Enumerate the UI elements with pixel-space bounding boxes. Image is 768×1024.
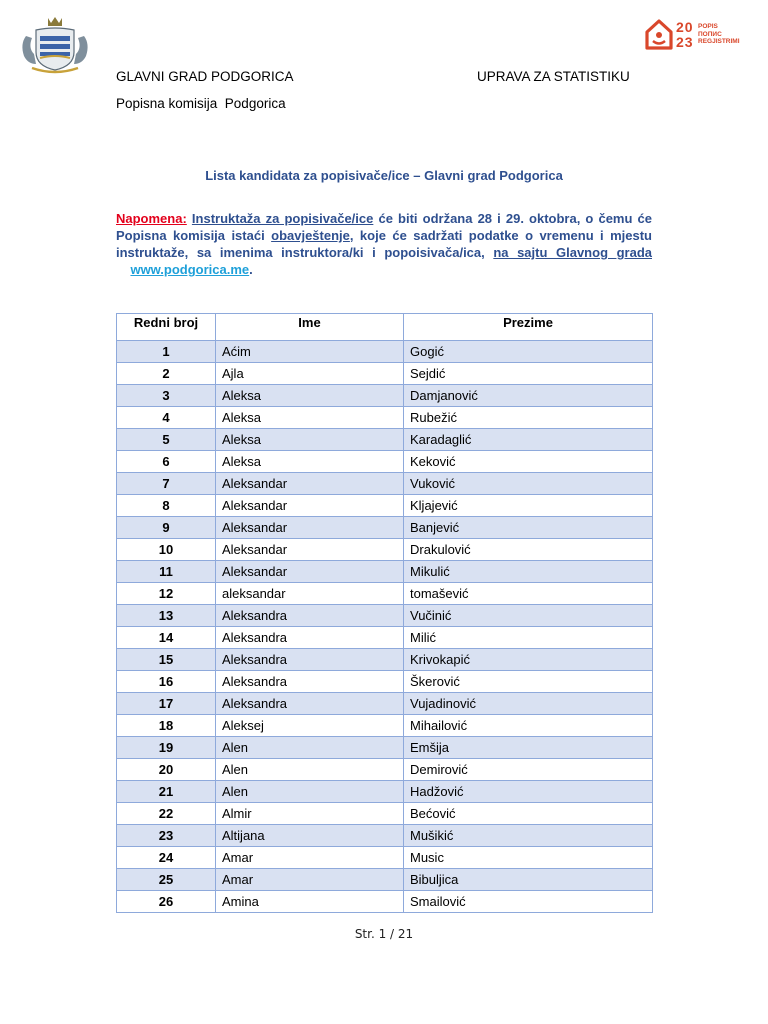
last-name-cell: Škerović <box>404 671 653 693</box>
first-name-cell: Aleksandra <box>216 671 404 693</box>
table-row <box>117 627 653 649</box>
table-row <box>117 363 653 385</box>
row-number-cell: 13 <box>117 605 216 627</box>
row-number-cell: 1 <box>117 341 216 363</box>
row-number-cell: 5 <box>117 429 216 451</box>
row-number-cell: 20 <box>117 759 216 781</box>
first-name-cell: Amar <box>216 869 404 891</box>
city-heading: GLAVNI GRAD PODGORICA <box>116 69 294 84</box>
row-number-cell: 9 <box>117 517 216 539</box>
table-row <box>117 385 653 407</box>
row-number-cell: 6 <box>117 451 216 473</box>
commission-heading: Popisna komisija Podgorica <box>116 96 286 111</box>
row-number-cell: 23 <box>117 825 216 847</box>
census-year-top: 20 <box>676 19 694 35</box>
row-number-cell: 21 <box>117 781 216 803</box>
first-name-cell: Altijana <box>216 825 404 847</box>
last-name-cell: Rubežić <box>404 407 653 429</box>
row-number-cell: 14 <box>117 627 216 649</box>
table-row <box>117 341 653 363</box>
first-name-cell: Aleksa <box>216 451 404 473</box>
first-name-cell: Aćim <box>216 341 404 363</box>
first-name-cell: Alen <box>216 759 404 781</box>
last-name-cell: Milić <box>404 627 653 649</box>
last-name-cell: Emšija <box>404 737 653 759</box>
notice-spacing <box>116 262 130 277</box>
table-row <box>117 869 653 891</box>
column-header-first-name: Ime <box>216 314 404 341</box>
first-name-cell: Aleksandra <box>216 649 404 671</box>
last-name-cell: Smailović <box>404 891 653 913</box>
table-row <box>117 451 653 473</box>
notice-paragraph <box>116 210 652 278</box>
last-name-cell: Damjanović <box>404 385 653 407</box>
notice-text-1: će biti održana 28 i 29. oktobra, o čemu će Popisna komisija istaći <box>116 211 652 243</box>
table-row <box>117 671 653 693</box>
first-name-cell: Aleksa <box>216 385 404 407</box>
first-name-cell: Alen <box>216 737 404 759</box>
table-header-row <box>117 314 653 341</box>
first-name-cell: Ajla <box>216 363 404 385</box>
table-row <box>117 407 653 429</box>
first-name-cell: Aleksandar <box>216 539 404 561</box>
row-number-cell: 12 <box>117 583 216 605</box>
table-row <box>117 605 653 627</box>
table-row <box>117 495 653 517</box>
last-name-cell: Mikulić <box>404 561 653 583</box>
announcement-term: obavještenje <box>271 228 350 243</box>
last-name-cell: Demirović <box>404 759 653 781</box>
first-name-cell: Amina <box>216 891 404 913</box>
podgorica-website-link[interactable]: www.podgorica.me <box>130 262 250 277</box>
last-name-cell: Bibuljica <box>404 869 653 891</box>
candidates-table <box>116 313 653 913</box>
row-number-cell: 17 <box>117 693 216 715</box>
first-name-cell: Aleksandra <box>216 693 404 715</box>
last-name-cell: Vuković <box>404 473 653 495</box>
last-name-cell: Bećović <box>404 803 653 825</box>
census-tag-albanian: REGJISTRIMI <box>698 38 740 45</box>
first-name-cell: Almir <box>216 803 404 825</box>
table-row <box>117 825 653 847</box>
first-name-cell: Aleksandar <box>216 473 404 495</box>
row-number-cell: 24 <box>117 847 216 869</box>
table-row <box>117 737 653 759</box>
table-row <box>117 473 653 495</box>
last-name-cell: Vučinić <box>404 605 653 627</box>
first-name-cell: Aleksandra <box>216 627 404 649</box>
table-row <box>117 715 653 737</box>
row-number-cell: 19 <box>117 737 216 759</box>
notice-end: . <box>249 262 253 277</box>
office-heading: UPRAVA ZA STATISTIKU <box>477 69 630 84</box>
table-row <box>117 583 653 605</box>
house-icon <box>644 18 674 52</box>
table-row <box>117 803 653 825</box>
last-name-cell: Mihailović <box>404 715 653 737</box>
notice-text-2: , koje će sadržati podatke o vremenu i mjestu instruktaže, sa imenima instruktora/ki i popoisivača/ica, <box>116 228 652 260</box>
podgorica-coat-of-arms-logo <box>18 14 92 74</box>
census-year-bottom: 23 <box>676 34 694 50</box>
first-name-cell: Aleksej <box>216 715 404 737</box>
column-header-number: Redni broj <box>117 314 216 341</box>
table-row <box>117 429 653 451</box>
last-name-cell: Karadaglić <box>404 429 653 451</box>
last-name-cell: Mušikić <box>404 825 653 847</box>
table-row <box>117 693 653 715</box>
last-name-cell: Banjević <box>404 517 653 539</box>
instruction-term: Instruktaža za popisivače/ice <box>191 211 374 226</box>
row-number-cell: 15 <box>117 649 216 671</box>
row-number-cell: 16 <box>117 671 216 693</box>
notice-label: Napomena: <box>116 211 187 226</box>
first-name-cell: Aleksandar <box>216 517 404 539</box>
first-name-cell: Alen <box>216 781 404 803</box>
last-name-cell: Music <box>404 847 653 869</box>
row-number-cell: 25 <box>117 869 216 891</box>
last-name-cell: Keković <box>404 451 653 473</box>
table-row <box>117 759 653 781</box>
first-name-cell: Aleksa <box>216 407 404 429</box>
row-number-cell: 26 <box>117 891 216 913</box>
last-name-cell: Vujadinović <box>404 693 653 715</box>
row-number-cell: 10 <box>117 539 216 561</box>
last-name-cell: tomašević <box>404 583 653 605</box>
first-name-cell: Aleksa <box>216 429 404 451</box>
document-title: Lista kandidata za popisivače/ice – Glavni grad Podgorica <box>205 168 563 183</box>
first-name-cell: Aleksandar <box>216 561 404 583</box>
first-name-cell: Aleksandra <box>216 605 404 627</box>
table-row <box>117 847 653 869</box>
census-2023-logo <box>644 18 748 58</box>
last-name-cell: Sejdić <box>404 363 653 385</box>
row-number-cell: 7 <box>117 473 216 495</box>
table-body <box>117 341 653 913</box>
row-number-cell: 4 <box>117 407 216 429</box>
first-name-cell: Aleksandar <box>216 495 404 517</box>
table-row <box>117 561 653 583</box>
page-number: Str. 1 / 21 <box>354 927 414 941</box>
table-row <box>117 781 653 803</box>
table-row <box>117 891 653 913</box>
table-row <box>117 539 653 561</box>
city-site-reference: na sajtu Glavnog grada <box>493 245 652 260</box>
table-row <box>117 517 653 539</box>
column-header-last-name: Prezime <box>404 314 653 341</box>
last-name-cell: Hadžović <box>404 781 653 803</box>
last-name-cell: Gogić <box>404 341 653 363</box>
row-number-cell: 8 <box>117 495 216 517</box>
last-name-cell: Krivokapić <box>404 649 653 671</box>
row-number-cell: 3 <box>117 385 216 407</box>
census-tag-latin: POPIS <box>698 23 718 30</box>
first-name-cell: Amar <box>216 847 404 869</box>
row-number-cell: 18 <box>117 715 216 737</box>
table-row <box>117 649 653 671</box>
last-name-cell: Drakulović <box>404 539 653 561</box>
first-name-cell: aleksandar <box>216 583 404 605</box>
row-number-cell: 11 <box>117 561 216 583</box>
row-number-cell: 2 <box>117 363 216 385</box>
row-number-cell: 22 <box>117 803 216 825</box>
last-name-cell: Kljajević <box>404 495 653 517</box>
census-tag-cyrillic: ПОПИС <box>698 30 722 38</box>
